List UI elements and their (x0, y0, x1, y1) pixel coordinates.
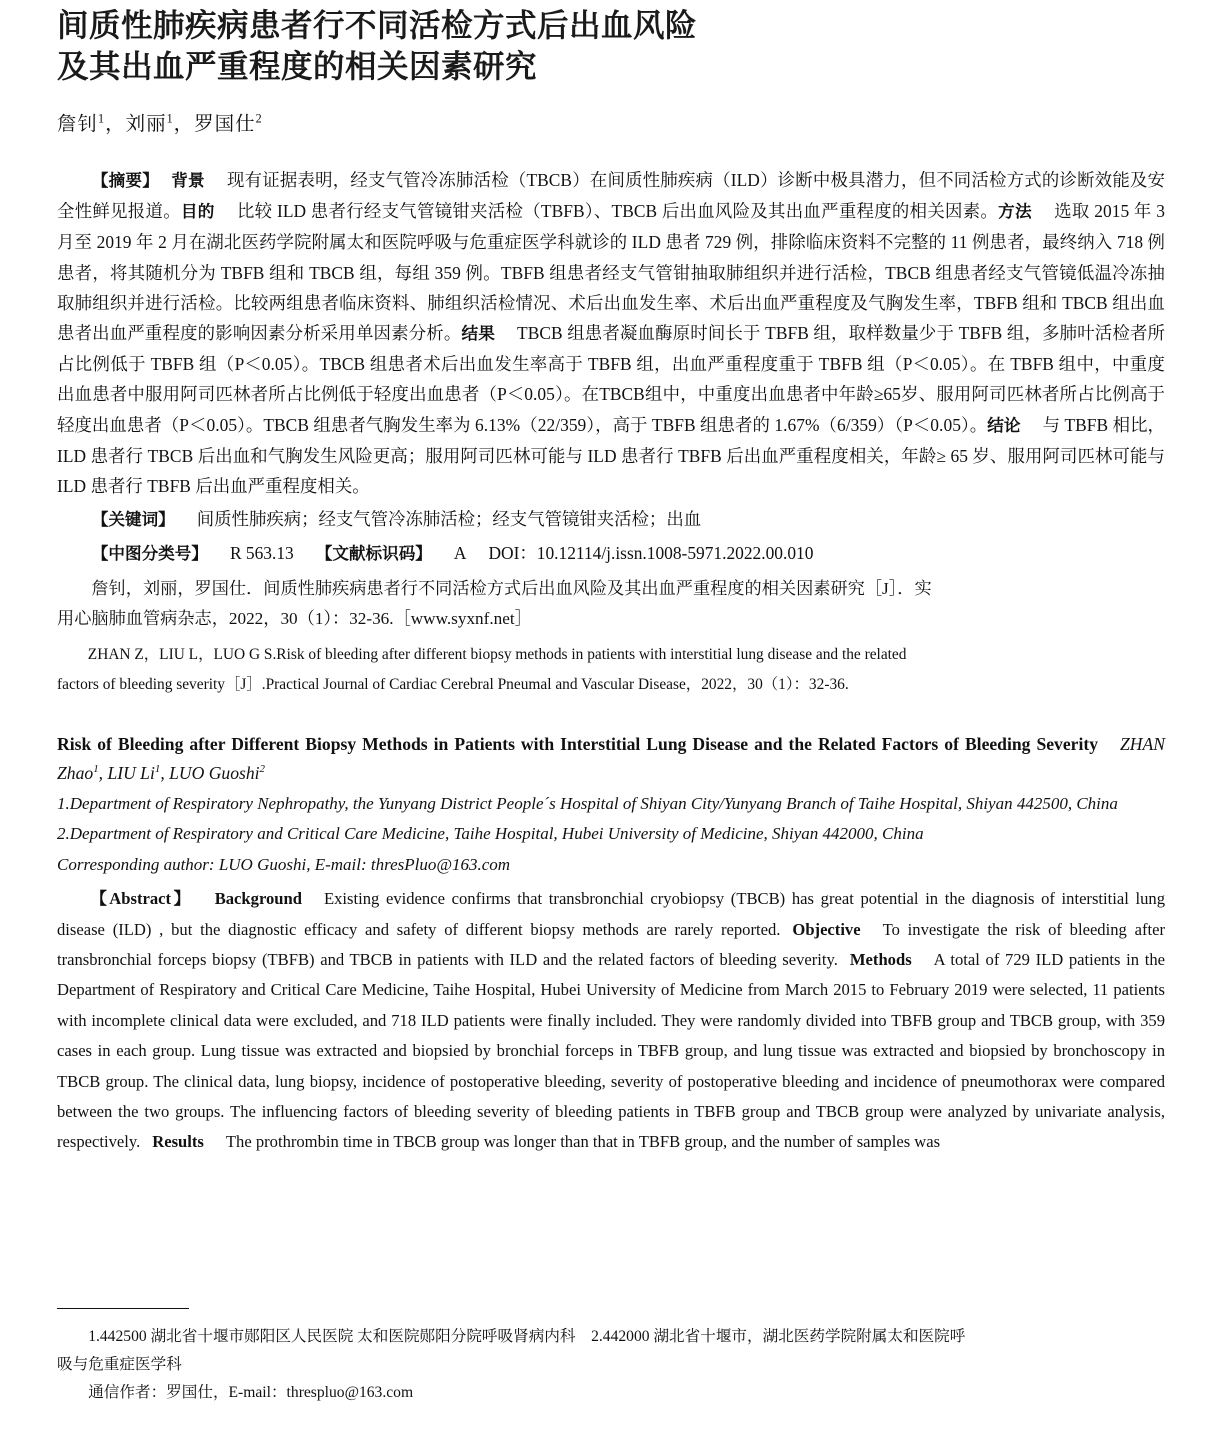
author-2-affil-marker: 1 (166, 111, 174, 126)
footnote-affiliations-line-2: 吸与危重症医学科 (57, 1356, 182, 1373)
author-3-name: 罗国仕 (194, 114, 256, 135)
abstract-cn (57, 165, 1165, 501)
page-content (57, 0, 1165, 1158)
citation-cn (57, 574, 1165, 634)
footnote-divider (57, 1308, 189, 1309)
citation-en (57, 640, 1165, 700)
abstract-en-background-text: Existing evidence confirms that transbronchial cryobiopsy (TBCB) has great potential in the diagnosis of interstitial lung disease (ILD) , but the diagnostic efficacy and safety of different biopsy methods are rarely reported. (57, 889, 1166, 939)
abstract-cn-results-text: TBCB 组患者凝血酶原时间长于 TBFB 组，取样数量少于 TBFB 组，多肺叶活检者所占比例低于 TBFB 组（P＜0.05）。TBCB 组患者术后出血发生率高于 TBFB 组，出血严重程度重于 TBFB 组（P＜0.05）。在 TBFB 组中，中重度出血患者中服用阿司匹林者所占比例低于轻度出血患者（P＜0.05）。在TBCB组中，中重度出血患者中年龄≥65岁、服用阿司匹林者所占比例高于轻度出血患者（P＜0.05）。TBCB 组患者气胸发生率为 6.13%（22/359），高于 TBFB 组患者的 1.67%（6/359）（P＜0.05）。 (57, 323, 1165, 435)
author-en-sep-1: , LIU Li (98, 762, 155, 783)
author-en-3-affil-marker: 2 (259, 762, 265, 775)
keywords-cn (57, 504, 1165, 535)
author-list-cn (57, 112, 1165, 138)
citation-en-line-2: factors of bleeding severity［J］.Practical Journal of Cardiac Cerebral Pneumal and Vascular Disease，2022，30（1）：32-36. (57, 675, 849, 693)
abstract-en-body (57, 884, 1165, 1158)
clc-value: R 563.13 (229, 543, 294, 564)
abstract-cn-label: 【摘要】 (91, 171, 160, 190)
abstract-cn-body (57, 165, 1165, 501)
author-3-affil-marker: 2 (255, 111, 263, 126)
citation-en-line-1: ZHAN Z，LIU L，LUO G S.Risk of bleeding after different biopsy methods in patients with interstitial lung disease and the related (87, 645, 907, 663)
author-2-name: 刘丽 (125, 114, 167, 135)
abstract-en-methods-label: Methods (849, 949, 912, 969)
abstract-cn-conclusion-label: 结论 (987, 415, 1021, 435)
abstract-en-objective-text: To investigate the risk of bleeding after transbronchial forceps biopsy (TBFB) and TBCB in patients with ILD and the related factors of bleeding severity. (57, 919, 1165, 969)
affiliation-1: 1.Department of Respiratory Nephropathy, the Yunyang District People´s Hospital of Shiyan City/Yunyang Branch of Taihe Hospital, Shiyan 442500, China (57, 793, 1118, 813)
title-line-2: 及其出血严重程度的相关因素研究 (57, 49, 538, 85)
abstract-en-methods-text: A total of 729 ILD patients in the Department of Respiratory and Critical Care Medicine, Taihe Hospital, Hubei University of Medicine from March 2015 to February 2019 were selected, 11 patients with incomplete clinical data were excluded, and 718 ILD patients were finally included. They were randomly divided into TBFB group and TBCB group, with 359 cases in each group. Lung tissue was extracted and biopsied by bronchial forceps in TBFB group, and lung tissue was extracted and biopsied by bronchoscopy in TBCB group. The clinical data, lung biopsy, incidence of postoperative bleeding, severity of postoperative bleeding and incidence of pneumothorax were compared between the two groups. The influencing factors of bleeding severity of bleeding patients in TBFB group and TBCB group were analyzed by univariate analysis, respectively. (57, 949, 1165, 1152)
keywords-cn-value: 间质性肺疾病；经支气管冷冻肺活检；经支气管镜钳夹活检；出血 (196, 509, 702, 530)
doi-value: 10.12114/j.issn.1008-5971.2022.00.010 (536, 543, 814, 564)
abstract-cn-objective-label: 目的 (180, 202, 215, 222)
abstract-cn-methods-text: 选取 2015 年 3 月至 2019 年 2 月在湖北医药学院附属太和医院呼吸与危重症医学科就诊的 ILD 患者 729 例，排除临床资料不完整的 11 例患者，最终纳入 718 例患者，将其随机分为 TBFB 组和 TBCB 组，每组 359 例。TBFB 组患者经支气管钳抽取肺组织并进行活检，TBCB 组患者经支气管镜低温冷冻抽取肺组织并进行活检。比较两组患者临床资料、肺组织活检情况、术后出血发生率、术后出血严重程度及气胸发生率，TBFB 组和 TBCB 组出血患者出血严重程度的影响因素分析采用单因素分析。 (57, 201, 1165, 344)
abstract-cn-background-text: 现有证据表明，经支气管冷冻肺活检（TBCB）在间质性肺疾病（ILD）诊断中极具潜力，但不同活检方式的诊断效能及安全性鲜见报道。 (57, 170, 1165, 222)
corresponding-author: Corresponding author: LUO Guoshi, E-mail: thresPluo@163.com (57, 854, 511, 874)
citation-cn-line-2: 用心脑肺血管病杂志，2022，30（1）：32-36.［www.syxnf.net］ (57, 608, 532, 628)
citation-cn-line-1: 詹钊，刘丽，罗国仕．间质性肺疾病患者行不同活检方式后出血风险及其出血严重程度的相关因素研究［J］．实 (91, 578, 932, 598)
affiliations-en (57, 789, 1165, 881)
author-en-2-affil-marker: 1 (154, 762, 161, 775)
english-section (57, 730, 1165, 1158)
page-title-en (57, 730, 1165, 788)
abstract-cn-results-label: 结果 (461, 324, 496, 344)
footnote-affiliations-line-1: 1.442500 湖北省十堰市郧阳区人民医院 太和医院郧阳分院呼吸肾病内科 2.442000 湖北省十堰市，湖北医药学院附属太和医院呼 (88, 1328, 966, 1345)
abstract-en-label: 【Abstract】 (90, 889, 193, 909)
abstract-en-results-label: Results (152, 1132, 204, 1152)
abstract-en-objective-label: Objective (792, 919, 861, 939)
footnote-corresponding-author: 通信作者：罗国仕，E-mail：threspluo@163.com (88, 1384, 414, 1401)
classification-line (57, 538, 1165, 569)
title-line-1: 间质性肺疾病患者行不同活检方式后出血风险 (57, 8, 698, 44)
abstract-cn-methods-label: 方法 (998, 202, 1032, 222)
doi-label: DOI： (488, 543, 537, 564)
abstract-cn-background-label: 背景 (171, 171, 205, 190)
author-1-name: 詹钊 (57, 114, 99, 135)
author-separator-1: ， (105, 114, 126, 135)
clc-label: 【中图分类号】 (91, 544, 208, 564)
document-code-label: 【文献标识码】 (315, 544, 432, 564)
author-separator-2: ， (173, 114, 195, 135)
author-1-affil-marker: 1 (98, 111, 106, 126)
abstract-en (57, 884, 1165, 1158)
footnote-block (57, 1308, 1165, 1407)
page-title (57, 6, 1165, 88)
abstract-en-background-label: Background (214, 889, 302, 909)
title-en-text: Risk of Bleeding after Different Biopsy Methods in Patients with Interstitial Lung Disease and the Related Factors of Bleeding Severity (57, 733, 1099, 754)
abstract-cn-conclusion-text: 与 TBFB 相比，ILD 患者行 TBCB 后出血和气胸发生风险更高；服用阿司匹林可能与 ILD 患者行 TBFB 后出血严重程度相关，年龄≥ 65 岁、服用阿司匹林可能与 ILD 患者行 TBFB 后出血严重程度相关。 (57, 414, 1165, 497)
author-en-1-affil-marker: 1 (93, 762, 99, 775)
abstract-en-results-text: The prothrombin time in TBCB group was longer than that in TBFB group, and the number of samples was (225, 1132, 941, 1152)
document-code-value: A (453, 543, 467, 564)
author-en-sep-2: , LUO Guoshi (160, 762, 260, 783)
keywords-cn-label: 【关键词】 (91, 510, 175, 530)
affiliation-2: 2.Department of Respiratory and Critical Care Medicine, Taihe Hospital, Hubei University of Medicine, Shiyan 442000, China (57, 824, 924, 844)
author-en-1: ZHAN Zhao (57, 733, 1165, 783)
abstract-cn-objective-text: 比较 ILD 患者行经支气管镜钳夹活检（TBFB）、TBCB 后出血风险及其出血严重程度的相关因素。 (236, 201, 999, 222)
